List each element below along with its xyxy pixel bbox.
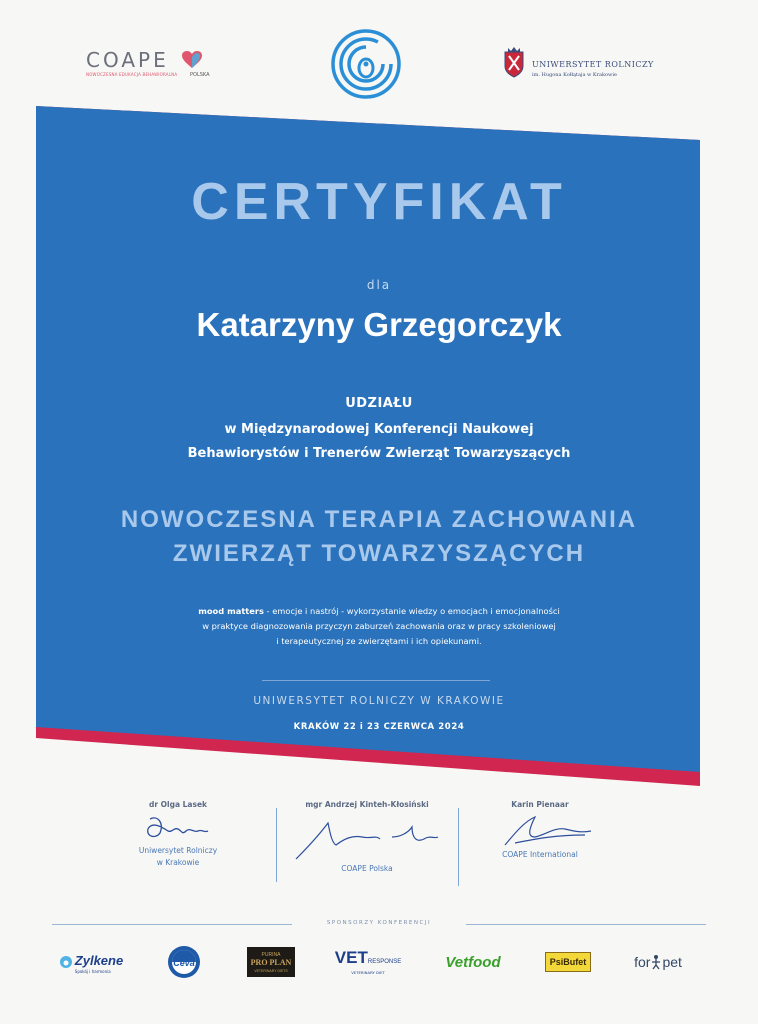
signer-role-line-1: COAPE Polska [341,864,393,873]
vet-response-name: VETRESPONSE [334,947,402,967]
sponsor-psibufet-logo [542,944,594,980]
forpet-name: for [634,954,651,970]
coape-tagline: NOWOCZESNA EDUKACJA BEHAWIORALNA [86,72,178,77]
recipient-name: Katarzyny Grzegorczyk [196,306,562,343]
zylkene-tagline: Spokój i harmonia [74,969,111,974]
svg-text:PURINA: PURINA [261,952,281,958]
zylkene-paw-icon [59,955,73,969]
signer-name: Karin Pienaar [511,800,569,809]
signer-name: mgr Andrzej Kinteh-Kłosiński [305,800,429,809]
description-line-2: w praktyce diagnozowania przyczyn zaburzeń zachowania oraz w pracy szkoleniowej [202,621,556,631]
signature-block-1 [118,800,238,869]
sponsor-rule-right [466,924,706,925]
handwritten-signature-icon [292,809,442,863]
sponsor-proplan-logo [246,944,296,980]
university-name: UNIWERSYTET ROLNICZY [532,60,654,69]
sponsor-vetfood-logo [440,944,506,980]
conference-line-1: w Międzynarodowej Konferencji Naukowej [224,422,534,437]
signer-name: dr Olga Lasek [148,800,208,809]
university-subtitle: im. Hugona Kołłątaja w Krakowie [532,72,617,78]
sponsor-vet-response-logo [330,944,406,980]
signature-divider [276,808,277,882]
description-line-3: i terapeutycznej ze zwierzętami i ich opiekunami. [276,636,482,646]
band-divider [262,680,490,681]
participation-label: UDZIAŁU [345,396,413,411]
svg-text:Ceva: Ceva [173,958,195,968]
zylkene-name: Zylkene [74,953,124,968]
sponsor-forpet-logo [628,944,688,980]
description-bold: mood matters [198,606,264,616]
signer-role-line-1: Uniwersytet Rolniczy [138,846,218,855]
signature-block-2 [292,800,442,875]
topic-line-2: ZWIERZĄT TOWARZYSZĄCYCH [172,540,586,567]
vetfood-name: Vetfood [445,953,501,971]
topic-line-1: NOWOCZESNA TERAPIA ZACHOWANIA [120,506,638,533]
event-date: KRAKÓW 22 i 23 CZERWCA 2024 [293,722,465,732]
vet-response-tagline: VETERINARY DIET [351,969,385,975]
description-line-1-rest: - emocje i nastrój - wykorzystanie wiedzy o emocjach i emocjonalności [263,606,560,616]
svg-text:VETERINARY DIETS: VETERINARY DIETS [254,969,288,973]
proplan-logo-icon [247,947,295,977]
sponsors-label: SPONSORZY KONFERENCJI [326,920,432,926]
ceva-logo-icon [166,944,202,980]
coape-logo-name: COAPE [86,48,169,72]
svg-text:PRO PLAN: PRO PLAN [250,958,292,967]
handwritten-signature-icon [138,809,218,845]
sponsor-ceva-logo [164,944,204,980]
psibufet-name: PsiBufet [545,952,592,972]
signature-block-3 [478,800,602,861]
organizer: UNIWERSYTET ROLNICZY W KRAKOWIE [253,695,505,707]
sponsor-zylkene-logo [52,944,130,980]
coape-country: POLSKA [190,72,210,78]
description-line-1 [0,604,758,619]
signer-role-line-1: COAPE International [502,850,578,859]
handwritten-signature-icon [485,809,595,849]
forpet-name-end: pet [662,954,682,970]
forpet-figure-icon [651,954,661,970]
signature-divider [458,808,459,886]
conference-line-2: Behawiorystów i Trenerów Zwierząt Towarzyszących [187,446,571,461]
description [0,604,758,649]
certificate-title: CERTYFIKAT [191,173,567,231]
signer-role-line-2: w Krakowie [156,858,200,867]
for-label: dla [366,278,392,292]
